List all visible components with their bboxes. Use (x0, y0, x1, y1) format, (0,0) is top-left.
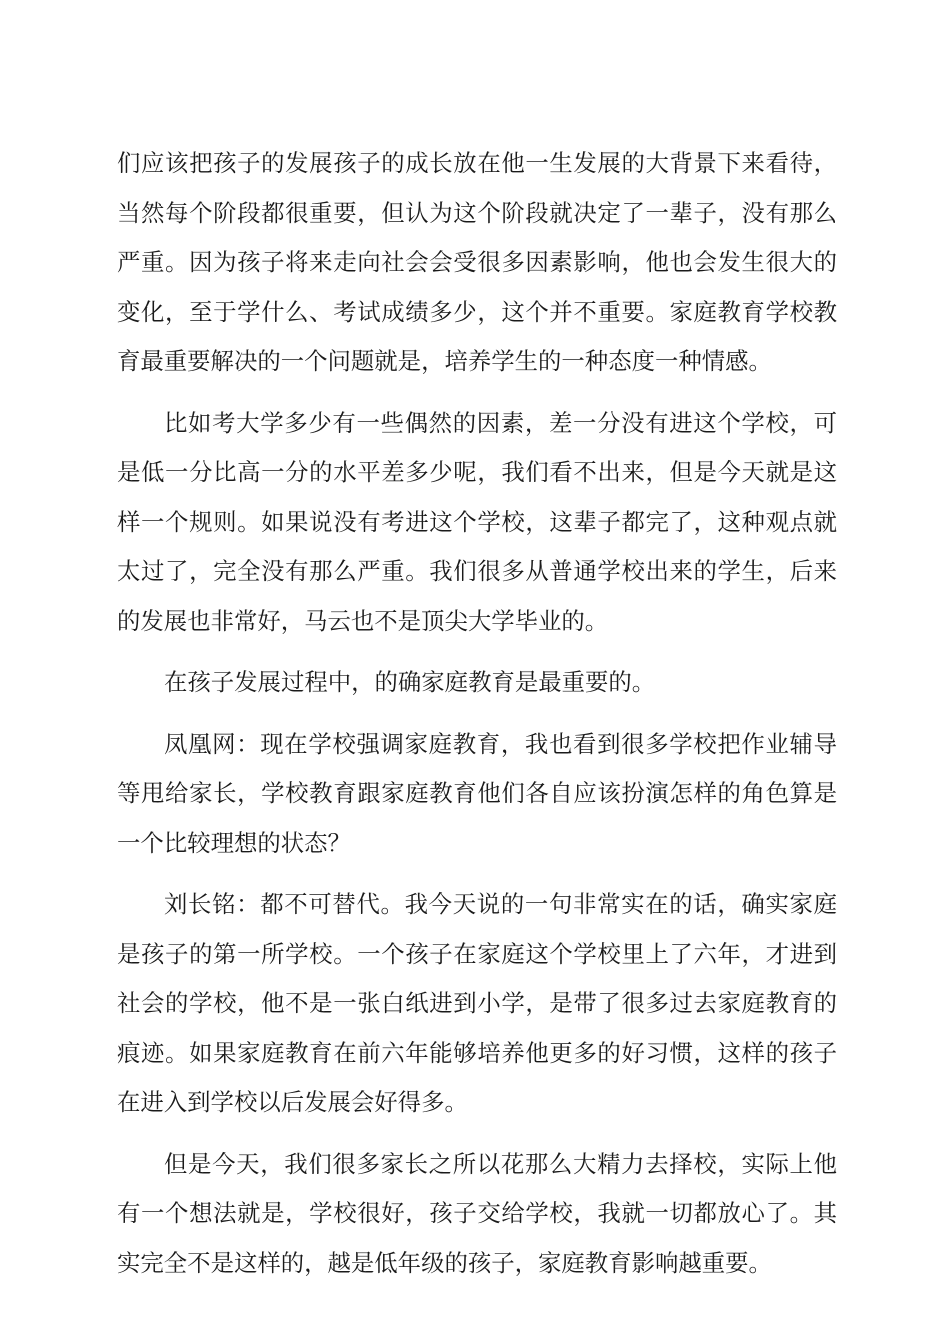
paragraph (117, 1140, 837, 1289)
paragraph-line: 理想的状态？ (210, 828, 351, 857)
paragraph-line: 是这样的，越是低年级的孩子，家庭教育影响越重要。 (210, 1248, 772, 1277)
paragraph-line: 为孩子将来走向社会会受很多因素影响，他也会发生很大的变化，至于学 (117, 248, 838, 326)
paragraph (117, 399, 837, 647)
paragraph-line: 庭教育在前六年能够培养他更多的好习惯，这样的孩子在进入到学校以后 (117, 1038, 838, 1116)
paragraph-line: 什么、考试成绩多少，这个并不重要。家庭教育学校教育最重要解决的一 (117, 297, 838, 375)
paragraph-line: 个问题就是，培养学生的一种态度一种情感。 (304, 347, 772, 375)
paragraph-line: 每个阶段都很重要，但认为这个阶段就决定了一辈子，没有那么严重。因 (117, 198, 838, 276)
paragraph-line: 但是今天，我们很多家长之所以花那么大精力去择校，实际上他有一 (117, 1149, 837, 1227)
paragraph-line: 没有那么严重。我们很多从普通学校出来的学生，后来的发展也非常好， (117, 557, 838, 635)
paragraph (117, 658, 837, 708)
paragraph (117, 720, 837, 869)
paragraph-line: 马云也不是顶尖大学毕业的。 (304, 606, 609, 635)
paragraph-line: 刘长铭：都不可替代。我今天说的一句非常实在的话，确实家庭是孩 (117, 890, 837, 968)
document-body (117, 139, 837, 1300)
paragraph (117, 880, 837, 1128)
paragraph (117, 139, 837, 387)
paragraph-line: 在孩子发展过程中，的确家庭教育是最重要的。 (164, 668, 656, 696)
paragraph-line: 们应该把孩子的发展孩子的成长放在他一生发展的大背景下来看待，当然 (117, 149, 837, 227)
paragraph-line: 发展会好得多。 (304, 1088, 468, 1116)
paragraph-line: 给家长，学校教育跟家庭教育他们各自应该扮演怎样的角色算是一个比较 (117, 779, 838, 857)
paragraph-line: 比如考大学多少有一些偶然的因素，差一分没有进这个学校，可是低 (117, 408, 837, 486)
paragraph-line: 个想法就是，学校很好，孩子交给学校，我就一切都放心了。其实完全不 (117, 1199, 838, 1277)
paragraph-line: 一分比高一分的水平差多少呢，我们看不出来，但是今天就是这样一个规 (117, 458, 838, 536)
paragraph-line: 子的第一所学校。一个孩子在家庭这个学校里上了六年，才进到社会的学 (117, 939, 838, 1017)
paragraph-line: 校，他不是一张白纸进到小学，是带了很多过去家庭教育的痕迹。如果家 (117, 989, 838, 1067)
paragraph-line: 则。如果说没有考进这个学校，这辈子都完了，这种观点就太过了，完全 (117, 507, 838, 585)
paragraph-line: 凤凰网：现在学校强调家庭教育，我也看到很多学校把作业辅导等甩 (117, 729, 837, 807)
